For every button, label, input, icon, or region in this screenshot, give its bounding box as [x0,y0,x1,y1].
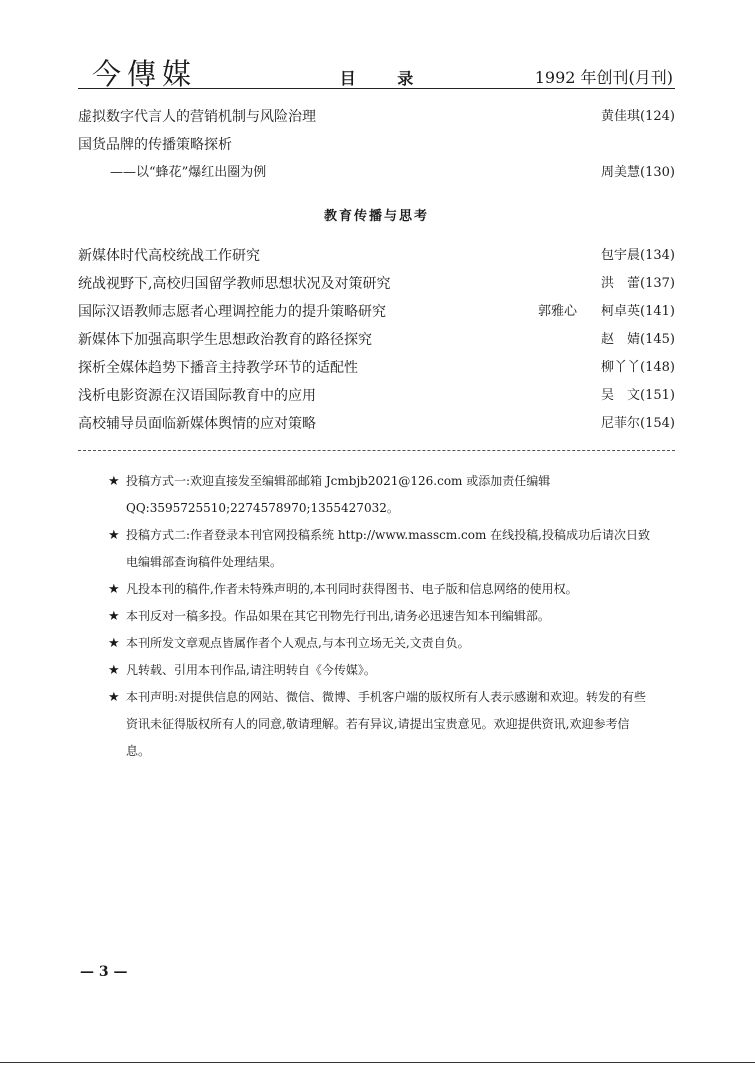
entry-title: 探析全媒体趋势下播音主持教学环节的适配性 [78,360,358,376]
star-icon: ★ [108,663,120,678]
note-text: 投稿方式二:作者登录本刊官网投稿系统 http://www.masscm.com 在线投稿,投稿成功后请次日致电编辑部查询稿件处理结果。 [126,528,650,569]
bottom-rule [0,1062,755,1063]
entry-title: 浅析电影资源在汉语国际教育中的应用 [78,388,316,404]
toc-entry[interactable] [78,270,675,298]
toc-entry[interactable] [78,131,675,159]
founded-info: 1992 年创刊(月刊) [534,68,673,87]
toc-entry[interactable] [78,354,675,382]
star-icon: ★ [108,582,120,597]
star-icon: ★ [108,528,120,543]
dashed-divider [78,450,675,451]
note-text: 本刊反对一稿多投。作品如果在其它刊物先行刊出,请务必迅速告知本刊编辑部。 [126,609,550,623]
star-icon: ★ [108,609,120,624]
note-item [108,576,650,603]
entry-author: 洪 蕾(137) [601,276,675,291]
entry-title: 统战视野下,高校归国留学教师思想状况及对策研究 [78,276,391,292]
star-icon: ★ [108,474,120,489]
note-item [108,522,650,576]
entry-author: 吴 文(151) [601,388,675,403]
note-item [108,630,650,657]
star-icon: ★ [108,690,120,705]
note-text: 凡投本刊的稿件,作者未特殊声明的,本刊同时获得图书、电子版和信息网络的使用权。 [126,582,578,596]
note-text: 本刊所发文章观点皆属作者个人观点,与本刊立场无关,文责自负。 [126,636,470,650]
toc-entry[interactable] [78,326,675,354]
toc-entry[interactable] [78,103,675,131]
entry-title: 高校辅导员面临新媒体舆情的应对策略 [78,416,316,432]
journal-logo: 今傳媒 [92,57,198,91]
note-text: 投稿方式一:欢迎直接发至编辑部邮箱 Jcmbjb2021@126.com 或添加责任编辑 QQ:3595725510;2274578970;1355427032。 [126,474,551,515]
toc-list [78,242,675,438]
note-item [108,657,650,684]
entry-subtitle: ——以“蜂花”爆红出圈为例 [110,165,267,180]
section-title: 目 录 [339,69,432,88]
entry-title: 国货品牌的传播策略探析 [78,137,232,153]
entry-title: 国际汉语教师志愿者心理调控能力的提升策略研究 [78,304,386,320]
toc-top-list [78,103,675,187]
entry-title: 新媒体时代高校统战工作研究 [78,248,260,264]
entry-author: 尼菲尔(154) [601,416,675,431]
toc-entry[interactable] [78,159,675,187]
entry-author: 周美慧(130) [601,165,675,180]
note-text: 凡转载、引用本刊作品,请注明转自《今传媒》。 [126,663,376,677]
entry-author: 包宇晨(134) [601,248,675,263]
page-header [78,48,675,89]
toc-entry[interactable] [78,242,675,270]
entry-title: 虚拟数字代言人的营销机制与风险治理 [78,109,316,125]
star-icon: ★ [108,636,120,651]
entry-author: 柳丫丫(148) [601,360,675,375]
page-number: — 3 — [80,964,128,980]
submission-notes [108,468,650,765]
toc-entry[interactable] [78,382,675,410]
entry-author: 赵 婧(145) [601,332,675,347]
category-heading: 教育传播与思考 [323,209,429,224]
entry-author: 黄佳琪(124) [601,109,675,124]
note-item [108,603,650,630]
note-text: 本刊声明:对提供信息的网站、微信、微博、手机客户端的版权所有人表示感谢和欢迎。转发的有些资讯未征得版权所有人的同意,敬请理解。若有异议,请提出宝贵意见。欢迎提供资讯,欢迎参考信息。 [126,690,647,758]
toc-entry[interactable] [78,410,675,438]
note-item [108,684,650,765]
entry-author: 柯卓英(141) [601,304,675,319]
note-item [108,468,650,522]
toc-entry[interactable] [78,298,675,326]
entry-coauthor: 郭雅心 [537,304,577,319]
entry-title: 新媒体下加强高职学生思想政治教育的路径探究 [78,332,372,348]
